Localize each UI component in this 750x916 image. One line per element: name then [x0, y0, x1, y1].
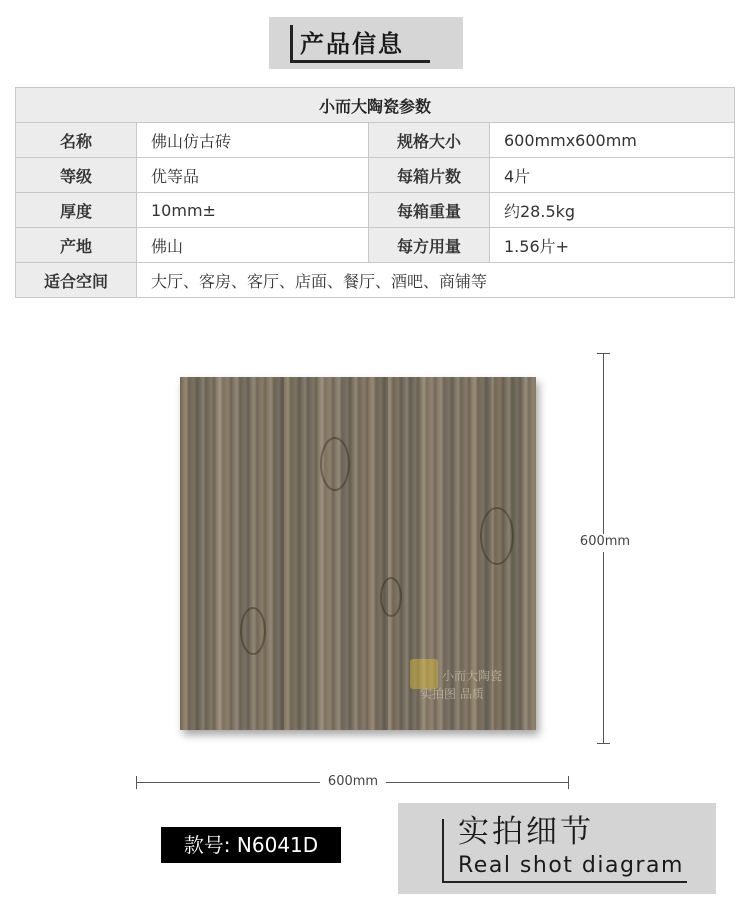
tile-image [180, 377, 536, 730]
dimension-cap [597, 743, 610, 744]
table-row [16, 158, 735, 193]
table-caption-row [16, 88, 735, 123]
wood-knot [380, 577, 402, 617]
real-shot-title: 实拍细节 [458, 814, 594, 850]
table-row [16, 228, 735, 263]
watermark-line: 小而大陶瓷 [442, 669, 503, 683]
row-key: 适合空间 [16, 263, 137, 298]
watermark [412, 667, 522, 707]
table-row [16, 263, 735, 298]
table-row [16, 193, 735, 228]
row-value: 约28.5kg [490, 193, 735, 228]
wood-knot [240, 607, 266, 655]
row-key: 厚度 [16, 193, 137, 228]
row-key: 每箱片数 [369, 158, 490, 193]
real-shot-subtitle: Real shot diagram [458, 853, 684, 878]
width-dimension-label: 600mm [320, 774, 386, 792]
row-value: 大厅、客房、客厅、店面、餐厅、酒吧、商铺等 [137, 263, 735, 298]
wood-knot [320, 437, 350, 491]
row-key: 产地 [16, 228, 137, 263]
dimension-cap [597, 353, 610, 354]
row-value: 4片 [490, 158, 735, 193]
page-title: 产品信息 [300, 30, 404, 58]
logo-icon [410, 659, 438, 689]
row-value: 优等品 [137, 158, 369, 193]
row-value: 1.56片+ [490, 228, 735, 263]
row-key: 等级 [16, 158, 137, 193]
row-key: 每箱重量 [369, 193, 490, 228]
watermark-line: 实拍图 品质 [420, 687, 484, 701]
row-key: 名称 [16, 123, 137, 158]
model-number-badge: 款号: N6041D [161, 827, 341, 863]
wood-knot [480, 507, 514, 565]
row-value: 600mmx600mm [490, 123, 735, 158]
height-dimension-label: 600mm [579, 534, 631, 552]
row-key: 规格大小 [369, 123, 490, 158]
dimension-cap [568, 776, 569, 789]
dimension-cap [136, 776, 137, 789]
row-value: 佛山 [137, 228, 369, 263]
spec-table [15, 87, 735, 298]
row-value: 佛山仿古砖 [137, 123, 369, 158]
table-row [16, 123, 735, 158]
row-value: 10mm± [137, 193, 369, 228]
table-caption: 小而大陶瓷参数 [16, 88, 735, 123]
row-key: 每方用量 [369, 228, 490, 263]
